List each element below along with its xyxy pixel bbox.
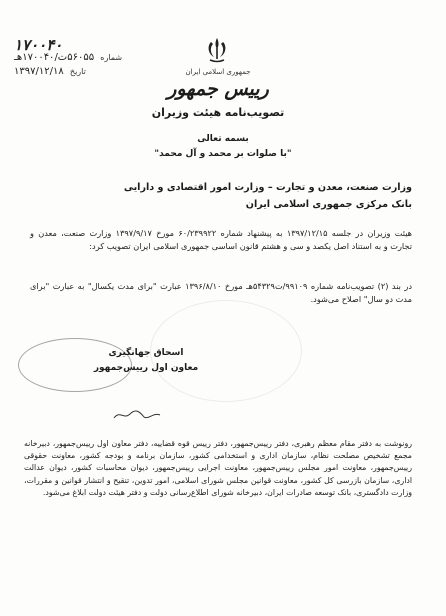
iran-emblem-icon xyxy=(202,36,232,64)
header-title: رییس جمهور xyxy=(167,78,269,100)
decree-paragraph-2: در بند (۲) تصویب‌نامه شماره ۹۹۱۰۹/ت۵۴۳۲۹هـ مورخ ۱۳۹۶/۸/۱۰ عبارت "برای مدت یکسال" به عبارت "برای مدت دو سال" اصلاح می‌شود. xyxy=(30,281,413,304)
invocation-line-2: "با صلوات بر محمد و آل محمد" xyxy=(154,149,292,159)
letter-number-line xyxy=(14,52,122,63)
initials-mark-icon xyxy=(112,408,162,422)
letter-date-line xyxy=(14,66,86,77)
letter-stamp-number: ۱۷۰۰۴۰ xyxy=(14,36,63,54)
letter-number: ۵۶۰۵۵ت/۱۷۰۰۴۰هـ xyxy=(14,52,95,63)
invocation-line-1: بسمه تعالی xyxy=(197,134,249,144)
signatory-name: اسحاق جهانگیری xyxy=(108,348,184,358)
country-name: جمهوری اسلامی ایران xyxy=(185,68,251,76)
addressees-line-2: بانک مرکزی جمهوری اسلامی ایران xyxy=(245,199,412,210)
addressees-line-1: وزارت صنعت، معدن و تجارت – وزارت امور اقتصادی و دارایی xyxy=(123,182,412,193)
letter-date: ۱۳۹۷/۱۲/۱۸ xyxy=(14,66,64,77)
header-subtitle: تصویب‌نامه هیئت وزیران xyxy=(151,106,285,119)
distribution-list: رونوشت به دفتر مقام معظم رهبری، دفتر رییس‌جمهور، دفتر رییس قوه قضاییه، دفتر معاون اول رییس‌جمهور، دبیرخانه مجمع تشخیص مصلحت نظام، سازمان اداری و استخدامی کشور، سازمان برنامه و بودجه کشور، معاونت حقوقی رییس‌جمهور، معاونت امور مجلس رییس‌جمهور، معاونت اجرایی رییس‌جمهور، دیوان محاسبات کشور، دیوان عدالت اداری، سازمان بازرسی کل کشور، معاونت قوانین مجلس شورای اسلامی، امور تدوین، تنقیح و انتشار قوانین و مقررات، وزارت دادگستری، بانک توسعه صادرات ایران، دبیرخانه شورای اطلاع‌رسانی دولت و دفتر هیئت دولت ابلاغ می‌شود. xyxy=(24,439,412,497)
letter-number-label: شماره xyxy=(100,53,123,62)
signatory-title: معاون اول رییس‌جمهور xyxy=(93,363,199,373)
decree-paragraph-1: هیئت وزیران در جلسه ۱۳۹۷/۱۲/۱۵ به پیشنهاد شماره ۶۰/۲۳۹۹۲۲ مورخ ۱۳۹۷/۹/۱۷ وزارت صنعت، معدن و تجارت و به استناد اصل یکصد و سی و هشتم قانون اساسی جمهوری اسلامی ایران تصویب کرد: xyxy=(30,228,412,251)
letter-date-label: تاریخ xyxy=(69,67,86,76)
